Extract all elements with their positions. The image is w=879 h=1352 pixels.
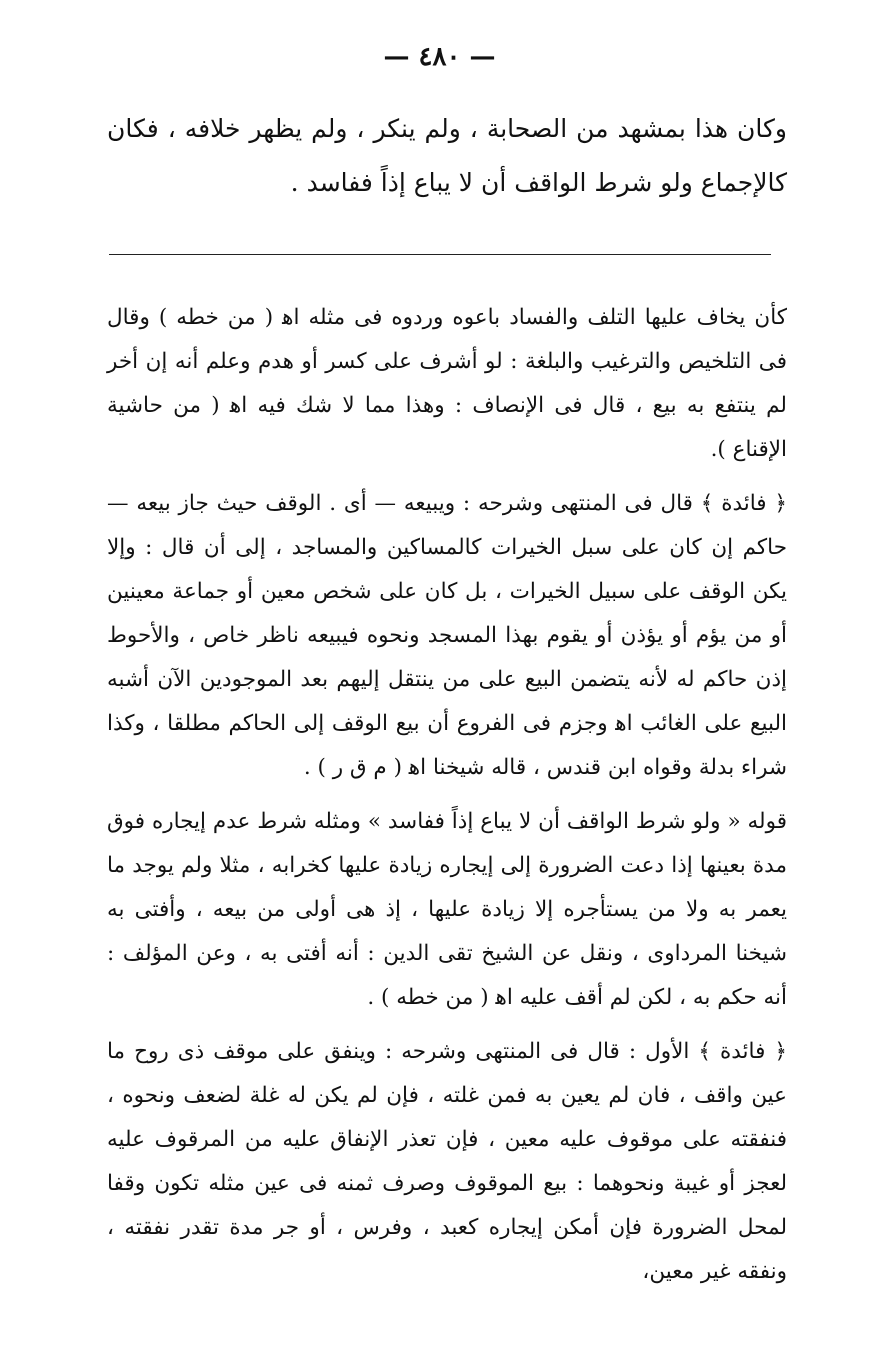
main-text: وكان هذا بمشهد من الصحابة ، ولم ينكر ، ولم يظهر خلافه ، فكان كالإجماع ولو شرط الواقف أن لا يباع إذاً ففاسد . bbox=[107, 114, 787, 197]
footnote-paragraph-2: ﴿ فائدة ﴾ قال فى المنتهى وشرحه : ويبيعه — أى . الوقف حيث جاز بيعه — حاكم إن كان على سبل الخيرات كالمساكين والمساجد ، إلى أن قال : وإلا يكن الوقف على سبيل الخيرات ، بل كان على شخص معين أو جماعة معينين أو من يؤم أو يؤذن أو يقوم بهذا المسجد ونحوه فيبيعه ناظر خاص ، والأحوط إذن حاكم له لأنه يتضمن البيع على من ينتقل إليهم بعد الموجودين الآن أشبه البيع على الغائب اﻫ وجزم فى الفروع أن بيع الوقف إلى الحاكم مطلقا ، وكذا شراء بدلة وقواه ابن قندس ، قاله شيخنا اﻫ ( م ق ر ) . bbox=[107, 491, 787, 780]
page-number: — ٤٨٠ — bbox=[383, 42, 496, 72]
footnote-paragraph-1: كأن يخاف عليها التلف والفساد باعوه وردوه فى مثله اﻫ ( من خطه ) وقال فى التلخيص والترغيب والبلغة : لو أشرف على كسر أو هدم وعلم أنه إن أخر لم ينتفع به بيع ، قال فى الإنصاف : وهذا مما لا شك فيه اﻫ ( من حاشية الإقناع ). bbox=[107, 305, 787, 462]
footnote-paragraph-4: ﴿ فائدة ﴾ الأول : قال فى المنتهى وشرحه : وينفق على موقف ذى روح ما عين واقف ، فان لم يعين به فمن غلته ، فإن لم يكن له غلة لضعف ونحوه ، فنفقته على موقوف عليه معين ، فإن تعذر الإنفاق عليه من المرقوف عليه لعجز أو غيبة ونحوهما : بيع الموقوف وصرف ثمنه فى عين مثله تكون وقفا لمحل الضرورة فإن أمكن إيجاره كعبد ، وفرس ، أو جر مدة تقدر نفقته ، ونفقه غير معين، bbox=[107, 1039, 787, 1284]
footnote-paragraph-3: قوله « ولو شرط الواقف أن لا يباع إذاً ففاسد » ومثله شرط عدم إيجاره فوق مدة بعينها إذا دعت الضرورة إلى إيجاره زيادة عليها كخرابه ، مثلا ولم يوجد ما يعمر به ولا من يستأجره إلا زيادة عليها ، إذ هى أولى من بيعه ، وأفتى به شيخنا المرداوى ، ونقل عن الشيخ تقى الدين : أنه أفتى به ، وعن المؤلف : أنه حكم به ، لكن لم أقف عليه اﻫ ( من خطه ) . bbox=[107, 809, 787, 1010]
footnotes bbox=[107, 296, 787, 1304]
footnote-divider bbox=[109, 254, 771, 255]
